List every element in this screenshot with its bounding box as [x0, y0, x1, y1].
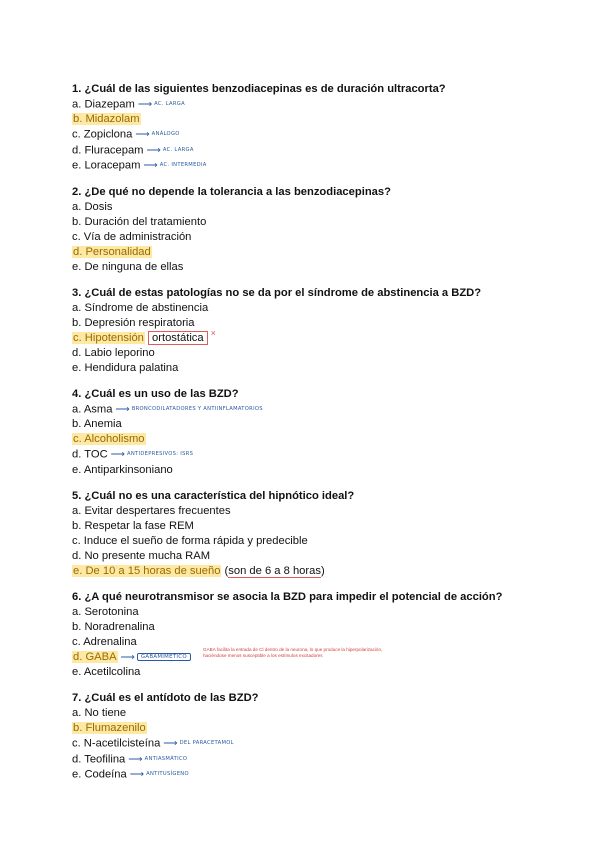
arrow-icon: ⟶ [110, 449, 125, 461]
option-c: c. Induce el sueño de forma rápida y predecible [72, 534, 308, 547]
quiz-document [72, 82, 562, 794]
handwritten-note: ANÁLOGO [151, 131, 180, 138]
option-text: e. Codeína [72, 768, 127, 781]
option-a [72, 402, 562, 417]
option-text: a. Asma [72, 403, 113, 416]
highlighted-answer: c. Alcoholismo [73, 433, 145, 446]
option-d: d. No presente mucha RAM [72, 549, 211, 562]
option-e: e. Acetilcolina [72, 666, 141, 679]
option-a: a. Dosis [72, 200, 113, 213]
question-title: 1. ¿Cuál de las siguientes benzodiacepinas es de duración ultracorta? [72, 83, 446, 95]
highlighted-answer: d. Personalidad [73, 245, 151, 258]
handwritten-note: ANTITUSÍGENO [146, 771, 189, 778]
option-c-answer [72, 432, 562, 447]
option-b: b. Respetar la fase REM [72, 519, 194, 532]
option-a: a. No tiene [72, 707, 127, 720]
highlighted-answer: b. Midazolam [73, 113, 140, 126]
question-title: 4. ¿Cuál es un uso de las BZD? [72, 387, 239, 400]
option-d-answer [72, 245, 562, 260]
handwritten-note: BRONCODILATADORES Y ANTIINFLAMATORIOS [131, 405, 263, 412]
option-b: b. Noradrenalina [72, 620, 155, 633]
option-text: c. N-acetilcisteína [72, 737, 161, 750]
option-text: e. Loracepam [72, 159, 141, 172]
arrow-icon: ⟶ [128, 753, 143, 765]
cross-mark-icon: × [210, 327, 216, 338]
question-4 [72, 387, 562, 478]
question-1 [72, 82, 562, 174]
question-title: 3. ¿Cuál de estas patologías no se da por el síndrome de abstinencia a BZD? [72, 286, 482, 299]
option-c: c. Adrenalina [72, 635, 137, 648]
option-b-answer [72, 721, 562, 736]
option-text: c. Zopiclona [72, 128, 133, 141]
option-a: a. Síndrome de abstinencia [72, 301, 209, 314]
question-2 [72, 185, 562, 275]
option-e [72, 158, 562, 173]
option-c: c. Vía de administración [72, 230, 192, 243]
handwritten-note: AC. INTERMEDIA [159, 162, 207, 169]
question-title: 7. ¿Cuál es el antídoto de las BZD? [72, 692, 259, 705]
option-e: e. De ninguna de ellas [72, 260, 184, 273]
handwritten-note: DEL PARACETAMOL [179, 740, 234, 747]
option-e: e. Hendidura palatina [72, 361, 179, 374]
arrow-icon: ⟶ [146, 144, 161, 156]
option-d: d. Labio leporino [72, 346, 155, 359]
option-text: d. Fluracepam [72, 144, 144, 157]
option-e-answer: e. De 10 a 15 horas de sueño (son de 6 a 8 horas) [73, 564, 325, 577]
option-text: a. Diazepam [72, 98, 135, 111]
handwritten-note: AC. LARGA [154, 101, 185, 107]
option-text: d. TOC [72, 448, 108, 461]
underlined-correction: son de 6 a 8 horas [228, 564, 321, 577]
option-c [72, 736, 562, 751]
arrow-icon: ⟶ [120, 651, 135, 663]
option-d [72, 143, 562, 158]
option-e: e. Antiparkinsoniano [72, 463, 173, 476]
handwritten-note: AC. LARGA [162, 146, 194, 153]
option-b-answer [72, 112, 562, 127]
highlighted-answer: c. Hipotensión [73, 331, 144, 344]
question-5 [72, 489, 562, 579]
arrow-icon: ⟶ [115, 403, 130, 415]
arrow-icon: ⟶ [129, 769, 145, 781]
red-annotation: GABA facilita la entrada de Cl dentro de la neurona, lo que produce la hiperpolarización, haciéndose menos susceptible a los estímulos excitadores [203, 646, 383, 658]
question-6 [72, 590, 562, 680]
option-c-answer [72, 327, 562, 346]
option-text: d. Teofilina [72, 753, 126, 766]
option-b: b. Anemia [72, 418, 122, 431]
option-d-answer [72, 646, 562, 665]
option-d [72, 447, 562, 462]
arrow-icon: ⟶ [137, 99, 153, 110]
option-e [72, 767, 562, 782]
question-title: 6. ¿A qué neurotransmisor se asocia la BZD para impedir el potencial de acción? [72, 590, 503, 603]
arrow-icon: ⟶ [143, 160, 158, 172]
boxed-note: GABAMIMÉTICO [137, 653, 191, 661]
option-c [72, 127, 562, 142]
arrow-icon: ⟶ [163, 738, 178, 750]
option-a: a. Evitar despertares frecuentes [72, 504, 231, 517]
option-d [72, 752, 562, 767]
option-b: b. Duración del tratamiento [72, 215, 207, 228]
option-a [72, 97, 562, 112]
highlighted-answer: e. De 10 a 15 horas de sueño [73, 564, 221, 577]
option-a: a. Serotonina [72, 605, 139, 618]
handwritten-note: ANTIASMÁTICO [144, 755, 188, 762]
question-title: 2. ¿De qué no depende la tolerancia a las benzodiacepinas? [72, 185, 391, 198]
question-7 [72, 691, 562, 782]
arrow-icon: ⟶ [135, 129, 150, 141]
boxed-correction: ortostática [148, 331, 208, 345]
highlighted-answer: d. GABA [73, 651, 117, 664]
question-3 [72, 286, 562, 376]
option-b: b. Depresión respiratoria [72, 316, 195, 329]
question-title: 5. ¿Cuál no es una característica del hipnótico ideal? [72, 489, 355, 502]
handwritten-note: ANTIDEPRESIVOS: ISRS [127, 451, 194, 458]
highlighted-answer: b. Flumazenilo [73, 722, 146, 735]
